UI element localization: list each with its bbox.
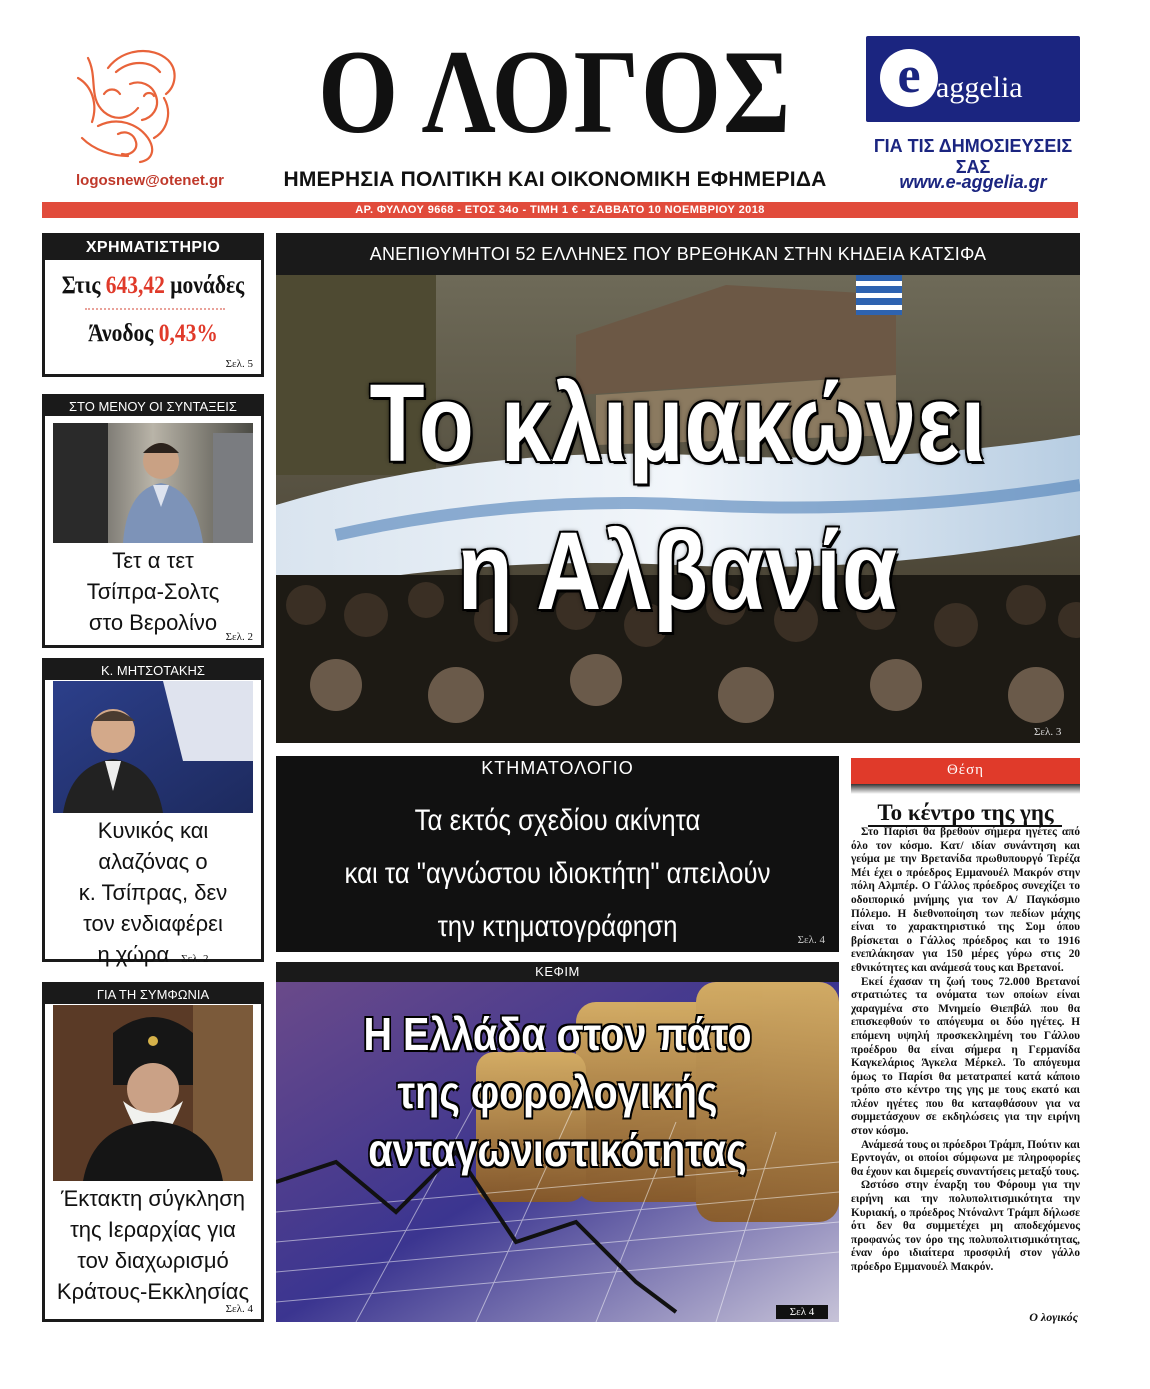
stock-change-value: 0,43% [158,320,218,347]
page-reference: Σελ. 4 [225,1303,253,1315]
ad-tagline: ΓΙΑ ΤΙΣ ΔΗΜΟΣΙΕΥΣΕΙΣ ΣΑΣ [873,136,1073,177]
opinion-paragraph: Ωστόσο στην έναρξη του Φόρουμ για την ειρήνη και την πολυπολιτισμικότητα την Κυριακή, ο πρόεδρος Ντόναλντ Τράμπ δήλωσε ότι δεν θα συμμετέχει μη αποδεχόμενος προφανώς τον όρο της πολυπολιτισμικότητας, έναν όρο ιδιαίτερα προσφιλή στον γάλλο πρόεδρο Εμμανουέλ Μακρόν. [851,1179,1080,1273]
box-label: ΣΤΟ ΜΕΝΟΥ ΟΙ ΣΥΝΤΑΞΕΙΣ [45,397,261,416]
story-headline [49,815,257,975]
stock-index-prefix: Στις [61,272,101,299]
story-line: Τετ α τετ [112,548,194,573]
story-line-text: η χώρα [97,942,170,967]
lead-headline[interactable] [348,350,1007,646]
opinion-tab-shadow [851,784,1080,794]
issue-info-bar: ΑΡ. ΦΥΛΛΟΥ 9668 - ΕΤΟΣ 34ο - ΤΙΜΗ 1 € - ΣΑΒΒΑΤΟ 10 ΝΟΕΜΒΡΙΟΥ 2018 [42,202,1078,218]
page-reference: Σελ 4 [776,1305,828,1319]
story-line: την κτηματογράφηση [437,910,678,943]
kefim-headline-line: ανταγωνιστικότητας [368,1124,747,1176]
ad-url-link[interactable]: www.e-aggelia.gr [899,172,1047,192]
lead-kicker-bar[interactable]: ΑΝΕΠΙΘΥΜΗΤΟΙ 52 ΕΛΛΗΝΕΣ ΠΟΥ ΒΡΕΘΗΚΑΝ ΣΤΗΝ ΚΗΔΕΙΑ ΚΑΤΣΙΦΑ [276,233,1080,275]
stock-box-title: ΧΡΗΜΑΤΙΣΤΗΡΙΟ [45,236,261,260]
opinion-paragraph: Ανάμεσά τους οι πρόεδροι Τράμπ, Πούτιν και Ερντογάν, οι οποίοι σύμφωνα με πληροφορίες θα έχουν και διμερείς συναντήσεις μεταξύ τους. [851,1138,1080,1178]
newspaper-logo-illustration [68,38,198,168]
dotted-divider [85,308,225,310]
opinion-tab: Θέση [851,758,1080,784]
kefim-headline-line: της φορολογικής [397,1066,718,1118]
newspaper-title: Ο ΛΟΓΟΣ [317,25,793,158]
story-line: αλαζόνας ο [98,849,208,874]
story-line: Έκτακτη σύγκληση [60,1186,246,1211]
stock-change-line [60,320,246,348]
hierarchy-box[interactable] [42,982,264,1322]
lead-headline-line: Το κλιμακώνει [369,362,987,485]
tsipras-scholz-box[interactable] [42,394,264,648]
story-headline [49,1183,257,1307]
contact-email[interactable]: logosnew@otenet.gr [76,172,224,189]
story-line: τον ενδιαφέρει [83,911,223,936]
story-line: τον διαχωρισμό [77,1248,229,1273]
page-reference: Σελ. 2 [181,953,209,965]
story-line: στο Βερολίνο [88,610,218,635]
stock-market-box[interactable] [42,233,264,377]
story-line: κ. Τσίπρας, δεν [78,880,228,905]
mitsotakis-photo [53,681,253,813]
section-label: ΚΕΦΙΜ [276,962,839,982]
page-reference: Σελ. 3 [1034,726,1062,738]
tsipras-photo [53,423,253,543]
opinion-title[interactable]: Το κέντρο της γης [877,800,1054,825]
cadastre-story-box[interactable] [276,756,839,952]
kefim-headline[interactable] [315,1005,799,1179]
page-reference: Σελ. 5 [225,358,253,370]
stock-index-value: 643,42 [105,272,165,299]
stock-index-line [60,272,246,300]
box-label: Κ. ΜΗΤΣΟΤΑΚΗΣ [45,661,261,680]
story-line: Κράτους-Εκκλησίας [56,1279,250,1304]
e-aggelia-logo-word: aggelia [936,71,1023,104]
story-line: Τα εκτός σχεδίου ακίνητα [414,804,701,837]
story-line [49,939,257,975]
stock-index-suffix: μονάδες [170,272,245,299]
e-aggelia-logo-icon: e [880,49,938,107]
box-label: ΓΙΑ ΤΗ ΣΥΜΦΩΝΙΑ [45,985,261,1004]
opinion-signature: Ο λογικός [1029,1310,1078,1324]
lead-headline-line: η Αλβανία [457,510,899,633]
story-headline [49,545,257,638]
section-label: ΚΤΗΜΑΤΟΛΟΓΙΟ [481,758,634,778]
mitsotakis-box[interactable] [42,658,264,967]
story-line: της Ιεραρχίας για [70,1217,236,1242]
archbishop-photo [53,1005,253,1181]
story-line: Τσίπρα-Σολτς [86,579,220,604]
opinion-paragraph: Εκεί έχασαν τη ζωή τους 72.000 Βρετανοί στρατιώτες τα ονόματα των οποίων είναι χαραγμένα στο Μνημείο Θιεπβάλ που θα επισκεφθούν το απόγευμα οι δύο ηγέτες. Η επόμενη υψηλή προσκεκλημένη του Γάλλου προέδρου θα είναι σήμερα η Γερμανίδα Καγκελάριος Άγκελα Μέρκελ. Το απόγευμα όμως το Παρίσι θα μετατραπεί κατά κάποιο τρόπο στο κέντρο της γης με τους εκατό και πλέον ηγέτες που θα καταφθάσουν για να συμμετάσχουν σε εκδηλώσεις για την ειρήνη στον κόσμο. [851,975,1080,1138]
opinion-paragraph: Στο Παρίσι θα βρεθούν σήμερα ηγέτες από όλο τον κόσμο. Κατ/ ιδίαν συνάντηση και γεύμα με την Βρετανίδα πρωθυπουργό Τερέζα Μέι έχει ο πρόεδρος Εμμανουέλ Μακρόν στην πόλη Αλμπέρ. Ο Γάλλος πρόεδρος συνεχίζει το οδοιπορικό μνήμης για τον Α/ Παγκόσμιο Πόλεμο. Η διεθνοποίηση των πεδίων μάχης είναι το χαρακτηριστικό της Σομ όπου βρίσκεται ο Γάλλος πρόεδρος και το 1916 ενεπλάκησαν για 150 μέρες γύρω στις 20 εθνικότητες και ανάμεσά τους και Βρετανοί. [851,826,1080,974]
story-line: Κυνικός και [97,818,209,843]
page-reference: Σελ. 2 [225,631,253,643]
newspaper-subtitle: ΗΜΕΡΗΣΙΑ ΠΟΛΙΤΙΚΗ ΚΑΙ ΟΙΚΟΝΟΜΙΚΗ ΕΦΗΜΕΡΙΔΑ [283,168,827,191]
kefim-headline-line: Η Ελλάδα στον πάτο [363,1008,752,1060]
opinion-body [851,826,1080,1275]
stock-change-prefix: Άνοδος [88,320,154,347]
story-line: και τα "αγνώστου ιδιοκτήτη" απειλούν [344,857,771,890]
page-reference: Σελ. 4 [797,934,825,946]
story-headline [315,794,799,953]
